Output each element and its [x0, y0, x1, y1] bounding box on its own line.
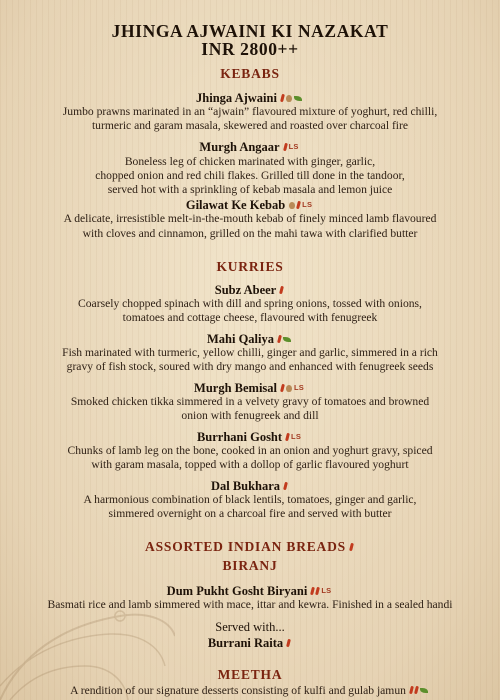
dish-description-line: Boneless leg of chicken marinated with ginger, garlic,	[124, 155, 376, 168]
leaf-icon	[283, 337, 291, 342]
dietary-icons	[350, 538, 355, 553]
dish-description-line: with cloves and cinnamon, grilled on the mahi tawa with clarified butter	[82, 227, 418, 240]
dish-description-line: served hot with a sprinkling of kebab masala and lemon juice	[107, 183, 393, 196]
dietary-icons	[284, 478, 289, 492]
chili-icon	[283, 482, 288, 490]
dessert-description	[0, 683, 500, 699]
dish-description-line: A delicate, irresistible melt-in-the-mouth kebab of finely minced lamb flavoured	[63, 212, 437, 225]
dish-description-line: A harmonious combination of black lentils, tomatoes, ginger and garlic,	[83, 493, 417, 506]
chili-icon	[283, 143, 288, 151]
menu-price: INR 2800++	[201, 39, 299, 59]
dish-description-line: Smoked chicken tikka simmered in a velvety gravy of tomatoes and browned	[70, 395, 430, 408]
chili-icon	[414, 686, 419, 694]
chili-icon	[409, 686, 414, 694]
chili-icon	[296, 201, 301, 209]
dish-description-line: Jumbo prawns marinated in an “ajwain” flavoured mixture of yoghurt, red chilli,	[62, 105, 438, 118]
section-title-breads	[0, 538, 500, 554]
served-with-label: Served with...	[215, 620, 285, 634]
dish-description-line: Coarsely chopped spinach with dill and spring onions, tossed with onions,	[78, 297, 422, 310]
dietary-icons	[287, 635, 292, 649]
dish-name-subz-abeer	[0, 282, 500, 297]
ls-badge: LS	[321, 586, 332, 596]
dish-name-murgh-bemisal	[0, 380, 500, 395]
menu-title-line-1: JHINGA AJWAINI KI NAZAKAT	[111, 21, 389, 41]
dish-description-line: Basmati rice and lamb simmered with mace, ittar and kewra. Finished in a sealed handi	[47, 598, 453, 611]
dish-name-text: Jhinga Ajwaini	[196, 91, 277, 105]
dish-description-line: A rendition of our signature desserts consisting of kulfi and gulab jamun	[70, 684, 406, 697]
dietary-icons	[286, 429, 303, 444]
ls-badge: LS	[291, 432, 302, 442]
dish-description-line: simmered overnight on a charcoal fire and served with butter	[108, 507, 392, 520]
dietary-icons	[410, 683, 430, 698]
dish-name-text: Murgh Angaar	[199, 140, 280, 154]
dietary-icons	[281, 90, 304, 104]
nut-icon	[286, 385, 292, 392]
chili-icon	[315, 587, 320, 595]
dish-name-text: Burrani Raita	[207, 636, 284, 650]
dietary-icons	[284, 139, 301, 154]
section-title-biranj: BIRANJ	[222, 558, 278, 573]
dietary-icons	[278, 331, 293, 345]
section-title-meetha: MEETHA	[217, 667, 283, 682]
leaf-icon	[294, 96, 302, 101]
chili-icon	[277, 335, 282, 343]
dish-name-jhinga-ajwaini	[0, 90, 500, 105]
dish-name-text: Mahi Qaliya	[206, 332, 275, 346]
dish-description-line: Chunks of lamb leg on the bone, cooked in an onion and yoghurt gravy, spiced	[67, 444, 433, 457]
dish-name-mahi-qaliya	[0, 331, 500, 346]
dish-name-text: Dal Bukhara	[210, 479, 281, 493]
dish-name-burrani-raita	[0, 635, 500, 650]
chili-icon	[285, 433, 290, 441]
dietary-icons	[311, 583, 333, 598]
dish-name-murgh-angaar	[0, 139, 500, 154]
dietary-icons	[280, 282, 285, 296]
dish-name-text: Murgh Bemisal	[194, 381, 277, 395]
section-title-kebabs: KEBABS	[220, 66, 280, 81]
ls-badge: LS	[302, 200, 313, 210]
dish-description-line: with garam masala, topped with a dollop of garlic flavoured yoghurt	[91, 458, 409, 471]
chili-icon	[280, 384, 285, 392]
chili-icon	[280, 94, 285, 102]
chili-icon	[279, 286, 284, 294]
dietary-icons	[289, 197, 314, 212]
chili-icon	[286, 639, 291, 647]
nut-icon	[289, 202, 295, 209]
dish-name-text: Dum Pukht Gosht Biryani	[166, 584, 308, 598]
dish-description-line: gravy of fish stock, soured with dry mango and enhanced with fenugreek seeds	[66, 360, 434, 373]
dish-name-text: Gilawat Ke Kebab	[185, 198, 286, 212]
dish-description-line: tomatoes and cottage cheese, flavoured with fenugreek	[122, 311, 378, 324]
dish-name-text: Burrhani Gosht	[196, 430, 283, 444]
dietary-icons	[281, 380, 306, 395]
ls-badge: LS	[288, 142, 299, 152]
dish-description-line: Fish marinated with turmeric, yellow chilli, ginger and garlic, simmered in a rich	[62, 346, 438, 359]
dish-name-text: Subz Abeer	[214, 283, 277, 297]
leaf-icon	[420, 688, 428, 693]
dish-name-burrhani-gosht	[0, 429, 500, 444]
dish-name-dal-bukhara	[0, 478, 500, 493]
chili-icon	[349, 543, 354, 551]
dish-description-line: turmeric and garam masala, skewered and roasted over charcoal fire	[91, 119, 409, 132]
section-title-text: ASSORTED INDIAN BREADS	[145, 539, 346, 554]
dish-name-dum-pukht-gosht-biryani	[0, 583, 500, 598]
ls-badge: LS	[294, 383, 304, 393]
dish-name-gilawat-ke-kebab	[0, 197, 500, 212]
dish-description-line: onion with fenugreek and dill	[181, 409, 319, 422]
nut-icon	[286, 95, 292, 102]
section-title-kurries: KURRIES	[216, 259, 284, 274]
dish-description-line: chopped onion and red chili flakes. Grilled till done in the tandoor,	[95, 169, 405, 182]
